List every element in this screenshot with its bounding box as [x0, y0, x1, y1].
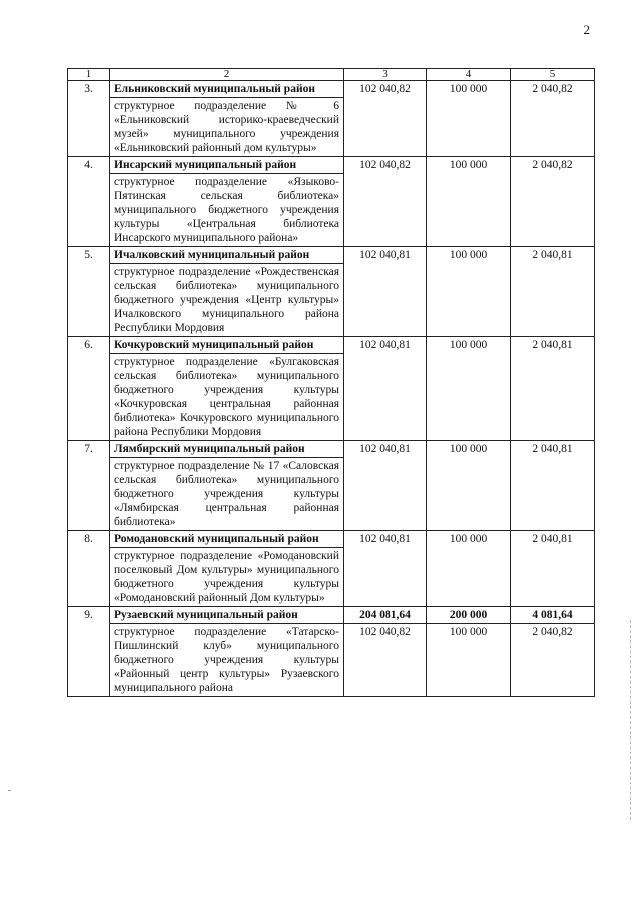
- row-number: 3.: [68, 81, 110, 157]
- table-row: [68, 531, 595, 548]
- structural-unit-description: структурное подразделение «Ромодановский поселковый Дом культуры» муниципального бюджетного учреждения культуры «Ромодановский районный Дом культуры»: [110, 548, 344, 607]
- district-name: Рузаевский муниципальный район: [110, 607, 344, 624]
- amount-total: 102 040,81: [344, 247, 427, 337]
- district-name: Лямбирский муниципальный район: [110, 441, 344, 458]
- structural-unit-description: структурное подразделение № 17 «Саловская сельская библиотека» муниципального бюджетного учреждения культуры «Лямбирская центральная районная библиотека»: [110, 458, 344, 531]
- table-header-row: [68, 69, 595, 81]
- table-row: [68, 247, 595, 264]
- column-header: 2: [110, 69, 344, 81]
- structural-unit-description: структурное подразделение «Языково-Пятинская сельская библиотека» муниципального бюджетного учреждения культуры «Центральная библиотека Инсарского муниципального района»: [110, 174, 344, 247]
- column-header: 4: [427, 69, 511, 81]
- table-subrow: [68, 624, 595, 697]
- amount-regional: 4 081,64: [511, 607, 595, 624]
- column-header: 3: [344, 69, 427, 81]
- amount-federal: 100 000: [427, 531, 511, 607]
- page-number: 2: [583, 22, 590, 37]
- amount-federal: 100 000: [427, 624, 511, 697]
- structural-unit-description: структурное подразделение № 6 «Ельниковский историко-краеведческий музей» муниципального учреждения «Ельниковский районный дом культуры»: [110, 98, 344, 157]
- table-row: [68, 441, 595, 458]
- scan-artifact: [630, 620, 632, 820]
- column-header: 5: [511, 69, 595, 81]
- table-row: [68, 81, 595, 98]
- amount-regional: 2 040,82: [511, 81, 595, 157]
- structural-unit-description: структурное подразделение «Рождественская сельская библиотека» муниципального бюджетного учреждения «Центр культуры» Ичалковского муниципального района Республики Мордовия: [110, 264, 344, 337]
- amount-federal: 100 000: [427, 441, 511, 531]
- amount-regional: 2 040,82: [511, 157, 595, 247]
- district-name: Ичалковский муниципальный район: [110, 247, 344, 264]
- amount-federal: 100 000: [427, 337, 511, 441]
- amount-federal: 100 000: [427, 247, 511, 337]
- row-number: 5.: [68, 247, 110, 337]
- amount-total: 102 040,82: [344, 624, 427, 697]
- district-name: Ромодановский муниципальный район: [110, 531, 344, 548]
- row-number: 8.: [68, 531, 110, 607]
- amount-total: 102 040,82: [344, 157, 427, 247]
- amount-total: 102 040,81: [344, 337, 427, 441]
- district-name: Ельниковский муниципальный район: [110, 81, 344, 98]
- amount-total: 102 040,81: [344, 441, 427, 531]
- district-name: Инсарский муниципальный район: [110, 157, 344, 174]
- amount-regional: 2 040,81: [511, 247, 595, 337]
- row-number: 9.: [68, 607, 110, 697]
- row-number: 4.: [68, 157, 110, 247]
- table-row: [68, 607, 595, 624]
- row-number: 6.: [68, 337, 110, 441]
- amount-regional: 2 040,81: [511, 531, 595, 607]
- amount-regional: 2 040,81: [511, 441, 595, 531]
- row-number: 7.: [68, 441, 110, 531]
- amount-total: 204 081,64: [344, 607, 427, 624]
- amount-regional: 2 040,81: [511, 337, 595, 441]
- allocation-table: [67, 68, 595, 697]
- structural-unit-description: структурное подразделение «Татарско-Пишлинский клуб» муниципального бюджетного учреждения культуры «Районный центр культуры» Рузаевского муниципального района: [110, 624, 344, 697]
- amount-regional: 2 040,82: [511, 624, 595, 697]
- district-name: Кочкуровский муниципальный район: [110, 337, 344, 354]
- structural-unit-description: структурное подразделение «Булгаковская сельская библиотека» муниципального бюджетного учреждения культуры «Кочкуровская центральная районная библиотека» Кочкуровского муниципального района Республики Мордовия: [110, 354, 344, 441]
- scan-artifact: [8, 790, 11, 791]
- column-header: 1: [68, 69, 110, 81]
- table-row: [68, 337, 595, 354]
- amount-federal: 100 000: [427, 81, 511, 157]
- amount-total: 102 040,81: [344, 531, 427, 607]
- amount-total: 102 040,82: [344, 81, 427, 157]
- amount-federal: 100 000: [427, 157, 511, 247]
- amount-federal: 200 000: [427, 607, 511, 624]
- table-row: [68, 157, 595, 174]
